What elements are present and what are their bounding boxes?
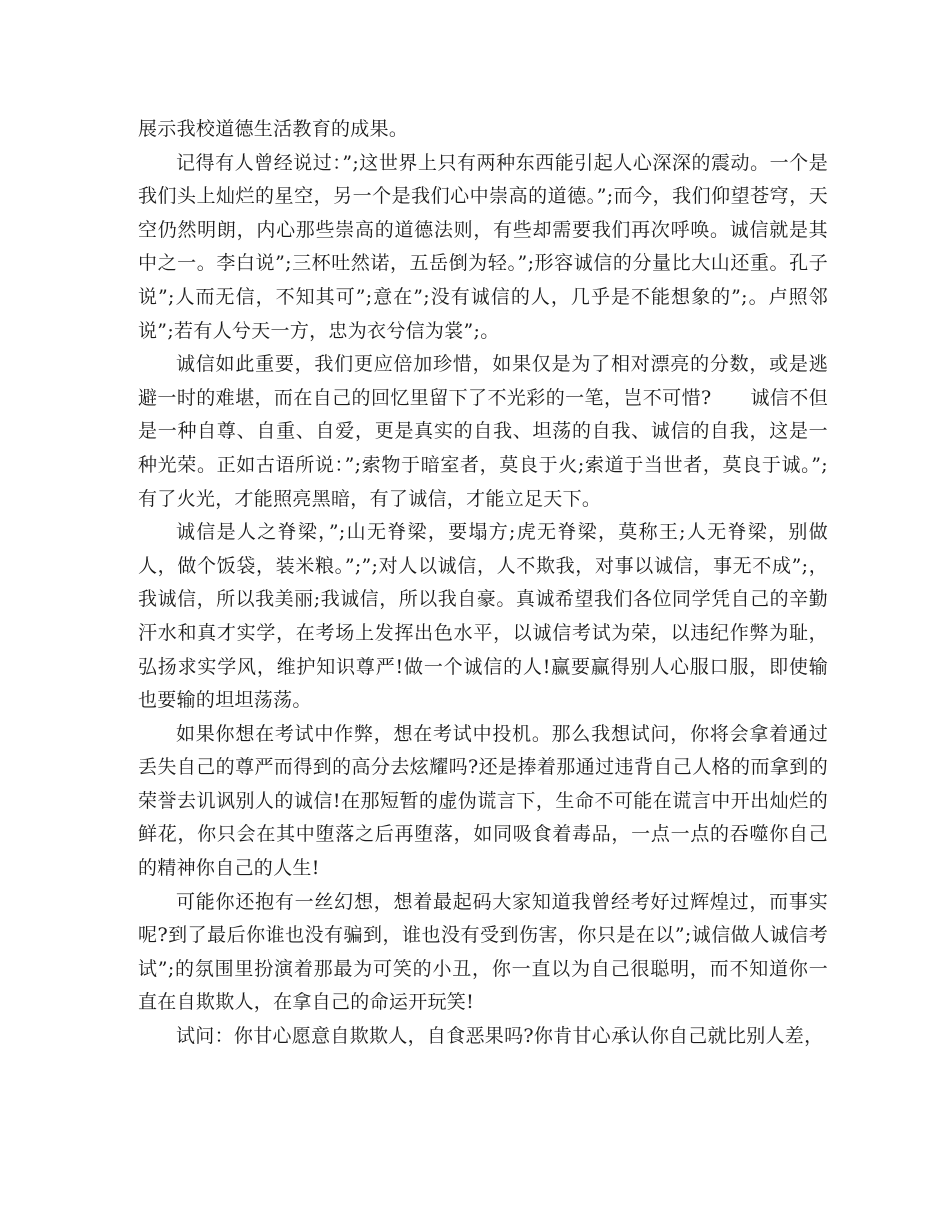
paragraph-7: 试问：你甘心愿意自欺欺人，自食恶果吗?你肯甘心承认你自己就比别人差， xyxy=(176,1025,824,1048)
paragraph-5: 如果你想在考试中作弊，想在考试中投机。那么我想试问，你将会拿着通过丢失自己的尊严而得到的高分去炫耀吗?还是捧着那通过违背自己人格的而拿到的荣誉去讥讽别人的诚信!在那短暂的虚伪谎言下，生命不可能在谎言中开出灿烂的鲜花，你只会在其中堕落之后再堕落，如同吸食着毒品，一点一点的吞噬你自己的精神你自己的人生! xyxy=(138,722,828,880)
document-body xyxy=(138,113,828,1054)
paragraph-6: 可能你还抱有一丝幻想，想着最起码大家知道我曾经考好过辉煌过，而事实呢?到了最后你谁也没有骗到，谁也没有受到伤害，你只是在以”;诚信做人诚信考试”;的氛围里扮演着那最为可笑的小丑，你一直以为自己很聪明，而不知道你一直在自欺欺人，在拿自己的命运开玩笑! xyxy=(138,890,828,1014)
paragraph-2: 记得有人曾经说过：”;这世界上只有两种东西能引起人心深深的震动。一个是我们头上灿烂的星空，另一个是我们心中崇高的道德。”;而今，我们仰望苍穹，天空仍然明朗，内心那些崇高的道德法则，有些却需要我们再次呼唤。诚信就是其中之一。李白说”;三杯吐然诺，五岳倒为轻。”;形容诚信的分量比大山还重。孔子说”;人而无信，不知其可”;意在”;没有诚信的人，几乎是不能想象的”;。卢照邻说”;若有人兮天一方，忠为衣兮信为裳”;。 xyxy=(138,151,828,342)
paragraph-4: 诚信是人之脊梁，”;山无脊梁，要塌方;虎无脊梁，莫称王;人无脊梁，别做人，做个饭袋，装米粮。”;”;对人以诚信，人不欺我，对事以诚信，事无不成”;，我诚信，所以我美丽;我诚信，所以我自豪。真诚希望我们各位同学凭自己的辛勤汗水和真才实学，在考场上发挥出色水平，以诚信考试为荣，以违纪作弊为耻，弘扬求实学风，维护知识尊严!做一个诚信的人!赢要赢得别人心服口服，即使输也要输的坦坦荡荡。 xyxy=(138,521,828,712)
paragraph-3: 诚信如此重要，我们更应倍加珍惜，如果仅是为了相对漂亮的分数，或是逃避一时的难堪，而在自己的回忆里留下了不光彩的一笔，岂不可惜? 诚信不但是一种自尊、自重、自爱，更是真实的自我、坦荡的自我、诚信的自我，这是一种光荣。正如古语所说：”;索物于暗室者，莫良于火;索道于当世者，莫良于诚。”;有了火光，才能照亮黑暗，有了诚信，才能立足天下。 xyxy=(138,353,828,510)
paragraph-1: 展示我校道德生活教育的成果。 xyxy=(138,118,409,140)
